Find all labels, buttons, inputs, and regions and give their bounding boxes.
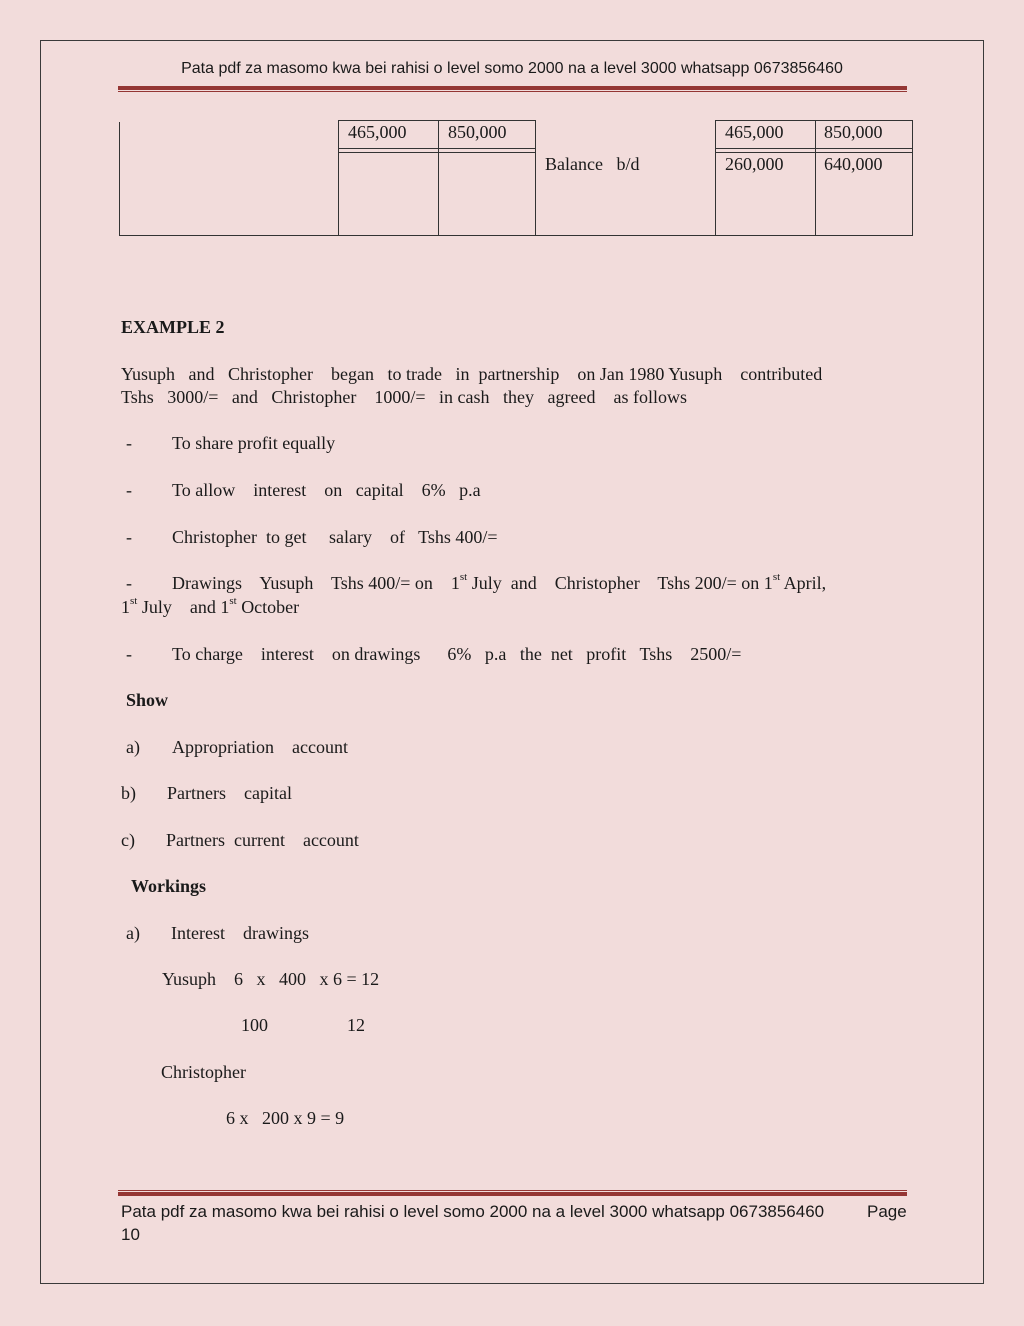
list-item: Partners capital (167, 783, 292, 803)
calc-label: Christopher (161, 1062, 246, 1082)
list-marker: a) (126, 923, 140, 943)
list-item: To share profit equally (172, 433, 336, 453)
table-cell: 850,000 (824, 122, 883, 142)
page-number: 10 (121, 1225, 140, 1244)
calc-line: Yusuph 6 x 400 x 6 = 12 (162, 969, 380, 989)
list-item: Appropriation account (172, 737, 348, 757)
list-item: Partners current account (166, 830, 359, 850)
list-item: To allow interest on capital 6% p.a (172, 480, 481, 500)
footer-rule (118, 1192, 907, 1196)
show-heading: Show (126, 690, 169, 710)
list-bullet: - (126, 573, 132, 593)
list-item: Drawings Yusuph Tshs 400/= on 1st July and Christopher Tshs 200/= on 1st April, (172, 571, 827, 593)
table-cell-label: Balance b/d (545, 154, 640, 174)
list-bullet: - (126, 527, 132, 547)
header-rule-thin (118, 91, 907, 92)
list-bullet: - (126, 480, 132, 500)
list-marker: b) (121, 783, 136, 803)
list-item-continued: 1st July and 1st October (121, 595, 300, 617)
intro-line: Yusuph and Christopher began to trade in partnership on Jan 1980 Yusuph contributed (121, 364, 823, 384)
list-item: Interest drawings (171, 923, 309, 943)
page-header: Pata pdf za masomo kwa bei rahisi o level somo 2000 na a level 3000 whatsapp 0673856460 (181, 60, 843, 77)
list-item: To charge interest on drawings 6% p.a the net profit Tshs 2500/= (172, 644, 742, 664)
intro-line: Tshs 3000/= and Christopher 1000/= in cash they agreed as follows (121, 387, 687, 407)
example-heading: EXAMPLE 2 (121, 317, 225, 337)
table-cell: 260,000 (725, 154, 784, 174)
calc-denominator: 12 (347, 1015, 365, 1035)
footer-rule-thin (118, 1190, 907, 1191)
table-cell: 640,000 (824, 154, 883, 174)
list-marker: a) (126, 737, 140, 757)
list-item: Christopher to get salary of Tshs 400/= (172, 527, 498, 547)
list-bullet: - (126, 644, 132, 664)
table-cell: 465,000 (348, 122, 407, 142)
page-footer (121, 1200, 921, 1244)
table-cell: 465,000 (725, 122, 784, 142)
list-marker: c) (121, 830, 135, 850)
footer-text: Pata pdf za masomo kwa bei rahisi o level somo 2000 na a level 3000 whatsapp 0673856460 (121, 1202, 825, 1221)
table-cell: 850,000 (448, 122, 507, 142)
calc-denominator: 100 (241, 1015, 268, 1035)
header-rule (118, 86, 907, 90)
workings-heading: Workings (131, 876, 207, 896)
list-bullet: - (126, 433, 132, 453)
calc-line: 6 x 200 x 9 = 9 (226, 1108, 345, 1128)
page-label: Page (867, 1202, 907, 1221)
